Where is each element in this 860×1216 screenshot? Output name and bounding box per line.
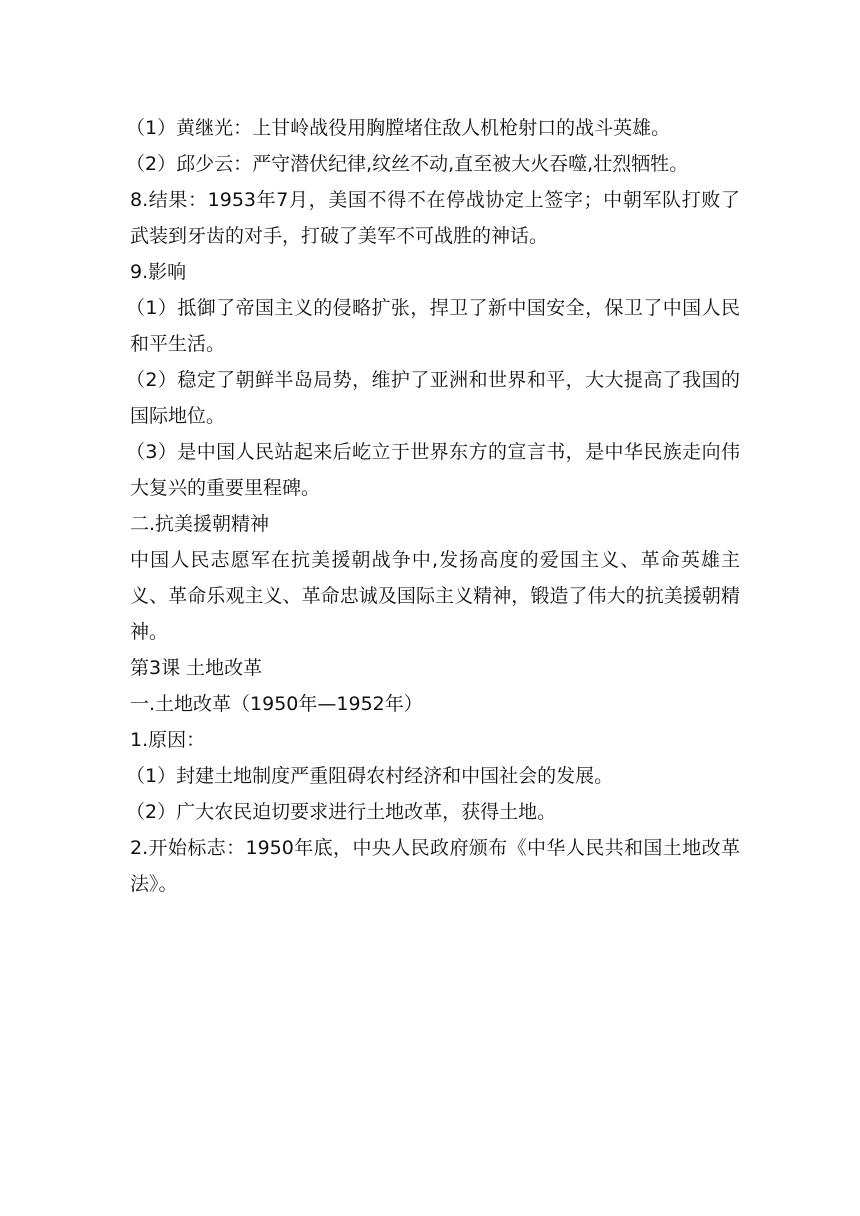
paragraph-reason-2: （2）广大农民迫切要求进行土地改革，获得土地。 [126,801,557,823]
heading-spirit: 二.抗美援朝精神 [130,513,270,535]
paragraph-influence-2: （2）稳定了朝鲜半岛局势，维护了亚洲和世界和平，大大提高了我国的国际地位。 [126,369,740,427]
heading-lesson-3: 第3课 土地改革 [130,657,263,679]
paragraph-qiu-shaoyun: （2）邱少云：严守潜伏纪律,纹丝不动,直至被大火吞噬,壮烈牺牲。 [126,153,689,175]
document-body [126,110,740,902]
paragraph-huang-jiguang: （1）黄继光：上甘岭战役用胸膛堵住敌人机枪射口的战斗英雄。 [126,117,671,139]
paragraph-reason-1: （1）封建土地制度严重阻碍农村经济和中国社会的发展。 [126,765,614,787]
paragraph-result: 8.结果：1953年7月，美国不得不在停战协定上签字；中朝军队打败了武装到牙齿的对手，打破了美军不可战胜的神话。 [130,189,740,247]
paragraph-spirit: 中国人民志愿军在抗美援朝战争中,发扬高度的爱国主义、革命英雄主义、革命乐观主义、革命忠诚及国际主义精神，锻造了伟大的抗美援朝精神。 [130,549,740,643]
paragraph-start-mark: 2.开始标志：1950年底，中央人民政府颁布《中华人民共和国土地改革法》。 [130,837,740,895]
heading-influence: 9.影响 [130,261,187,283]
heading-land-reform: 一.土地改革（1950年—1952年） [130,693,423,715]
paragraph-influence-3: （3）是中国人民站起来后屹立于世界东方的宣言书，是中华民族走向伟大复兴的重要里程碑。 [126,441,740,499]
heading-reasons: 1.原因： [130,729,206,751]
paragraph-influence-1: （1）抵御了帝国主义的侵略扩张，捍卫了新中国安全，保卫了中国人民和平生活。 [126,297,740,355]
